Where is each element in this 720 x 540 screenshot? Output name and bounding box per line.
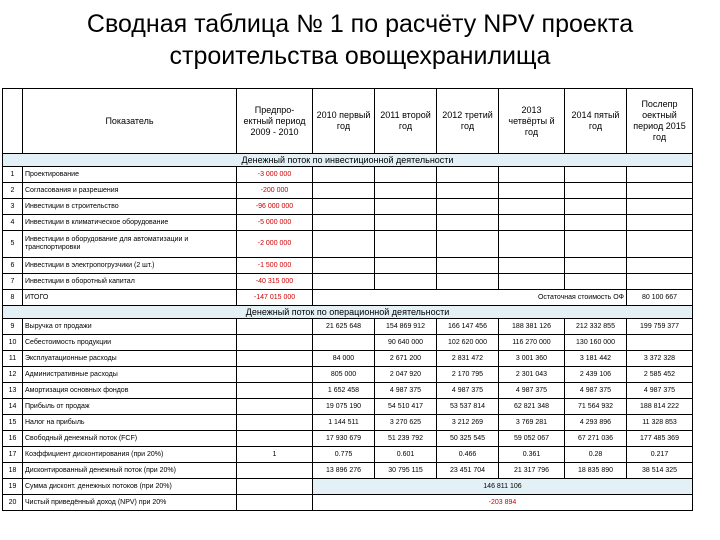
table-row: [3, 215, 693, 231]
value-cell: 21 625 648: [313, 319, 375, 335]
value-cell: [237, 351, 313, 367]
header-indicator: Показатель: [23, 89, 237, 154]
empty-cell: [437, 183, 499, 199]
table-row: [3, 415, 693, 431]
value-cell: 4 987 375: [437, 383, 499, 399]
row-label: Инвестиции в электропогрузчики (2 шт.): [23, 258, 237, 274]
empty-cell: [437, 199, 499, 215]
value-cell: 805 000: [313, 367, 375, 383]
value-cell: 212 332 855: [565, 319, 627, 335]
value-cell: [237, 335, 313, 351]
empty-cell: [627, 258, 693, 274]
row-label: Инвестиции в оборудование для автоматизации и транспортировки: [23, 231, 237, 258]
table-row: [3, 183, 693, 199]
value-cell: [237, 367, 313, 383]
table-row: [3, 431, 693, 447]
value-cell: 62 821 348: [499, 399, 565, 415]
empty-cell: [565, 231, 627, 258]
value-cell: -5 000 000: [237, 215, 313, 231]
value-cell: 102 620 000: [437, 335, 499, 351]
table-row: [3, 399, 693, 415]
row-label: Инвестиции в строительство: [23, 199, 237, 215]
header-period-2012: 2012 третий год: [437, 89, 499, 154]
value-cell: 0.775: [313, 447, 375, 463]
empty-cell: [565, 183, 627, 199]
empty-cell: [313, 183, 375, 199]
value-cell: -40 315 000: [237, 274, 313, 290]
value-cell: [237, 399, 313, 415]
value-cell: 2 170 795: [437, 367, 499, 383]
row-number: 14: [3, 399, 23, 415]
table-row: [3, 335, 693, 351]
value-cell: 3 212 269: [437, 415, 499, 431]
row-label: Инвестиции в оборотный капитал: [23, 274, 237, 290]
section-row-operating: [3, 306, 693, 319]
value-cell: 0.601: [375, 447, 437, 463]
empty-cell: [499, 199, 565, 215]
table-row: [3, 319, 693, 335]
row-label: Чистый приведённый доход (NPV) при 20%: [23, 495, 237, 511]
empty-cell: [627, 215, 693, 231]
value-cell: 4 293 896: [565, 415, 627, 431]
value-cell: 4 987 375: [499, 383, 565, 399]
header-period-2013: 2013 четвёрты й год: [499, 89, 565, 154]
empty-cell: [437, 231, 499, 258]
section-row-investment: [3, 154, 693, 167]
residual-label: Остаточная стоимость ОФ: [313, 290, 627, 306]
value-cell: 130 160 000: [565, 335, 627, 351]
value-cell: 3 372 328: [627, 351, 693, 367]
empty-cell: [565, 167, 627, 183]
empty-cell: [437, 258, 499, 274]
row-label: Эксплуатационные расходы: [23, 351, 237, 367]
row-label: Прибыль от продаж: [23, 399, 237, 415]
value-cell: 90 640 000: [375, 335, 437, 351]
row-number: 8: [3, 290, 23, 306]
value-cell: 0.466: [437, 447, 499, 463]
empty-cell: [237, 495, 313, 511]
empty-cell: [627, 274, 693, 290]
row-label: Сумма дисконт. денежных потоков (при 20%): [23, 479, 237, 495]
empty-cell: [499, 215, 565, 231]
value-cell: 0.361: [499, 447, 565, 463]
value-cell: 38 514 325: [627, 463, 693, 479]
empty-cell: [313, 199, 375, 215]
value-cell: -1 500 000: [237, 258, 313, 274]
table-row: [3, 383, 693, 399]
value-cell: [237, 431, 313, 447]
value-cell: [627, 335, 693, 351]
empty-cell: [313, 274, 375, 290]
value-cell: 3 769 281: [499, 415, 565, 431]
row-label: Выручка от продажи: [23, 319, 237, 335]
value-cell: 53 537 814: [437, 399, 499, 415]
value-cell: 59 052 067: [499, 431, 565, 447]
empty-cell: [627, 199, 693, 215]
npv-summary-table: [2, 88, 693, 511]
value-cell: 17 930 679: [313, 431, 375, 447]
row-number: 10: [3, 335, 23, 351]
row-number: 17: [3, 447, 23, 463]
total-row: [3, 290, 693, 306]
npv-row: [3, 495, 693, 511]
value-cell: 166 147 456: [437, 319, 499, 335]
value-cell: -147 015 000: [237, 290, 313, 306]
empty-cell: [499, 231, 565, 258]
empty-cell: [375, 199, 437, 215]
header-period-2010: 2010 первый год: [313, 89, 375, 154]
empty-cell: [627, 231, 693, 258]
value-cell: 21 317 796: [499, 463, 565, 479]
value-cell: 3 181 442: [565, 351, 627, 367]
empty-cell: [375, 231, 437, 258]
value-cell: [237, 383, 313, 399]
row-label: Дисконтированный денежный поток (при 20%): [23, 463, 237, 479]
value-cell: 1 652 458: [313, 383, 375, 399]
row-number: 15: [3, 415, 23, 431]
npv-value: -203 894: [313, 495, 693, 511]
value-cell: 0.217: [627, 447, 693, 463]
empty-cell: [437, 274, 499, 290]
value-cell: 54 510 417: [375, 399, 437, 415]
value-cell: 13 896 276: [313, 463, 375, 479]
value-cell: 188 814 222: [627, 399, 693, 415]
row-label: ИТОГО: [23, 290, 237, 306]
value-cell: -96 000 000: [237, 199, 313, 215]
row-number: 6: [3, 258, 23, 274]
value-cell: 71 564 932: [565, 399, 627, 415]
header-num-cell: [3, 89, 23, 154]
value-cell: 4 987 375: [565, 383, 627, 399]
sum-value: 146 811 106: [313, 479, 693, 495]
header-period-pre: Предпро- ектный период 2009 - 2010: [237, 89, 313, 154]
empty-cell: [627, 183, 693, 199]
value-cell: 2 585 452: [627, 367, 693, 383]
table-row: [3, 231, 693, 258]
value-cell: 19 075 190: [313, 399, 375, 415]
value-cell: 51 239 792: [375, 431, 437, 447]
row-number: 16: [3, 431, 23, 447]
value-cell: 2 671 200: [375, 351, 437, 367]
empty-cell: [313, 258, 375, 274]
row-label: Налог на прибыль: [23, 415, 237, 431]
empty-cell: [565, 258, 627, 274]
value-cell: 4 987 375: [627, 383, 693, 399]
empty-cell: [565, 215, 627, 231]
value-cell: 199 759 377: [627, 319, 693, 335]
table-row: [3, 199, 693, 215]
table-row: [3, 274, 693, 290]
empty-cell: [237, 479, 313, 495]
empty-cell: [499, 167, 565, 183]
value-cell: 2 047 920: [375, 367, 437, 383]
value-cell: 154 869 912: [375, 319, 437, 335]
row-number: 9: [3, 319, 23, 335]
value-cell: 30 795 115: [375, 463, 437, 479]
value-cell: 67 271 036: [565, 431, 627, 447]
empty-cell: [375, 183, 437, 199]
value-cell: [237, 319, 313, 335]
row-number: 19: [3, 479, 23, 495]
empty-cell: [313, 167, 375, 183]
row-label: Административные расходы: [23, 367, 237, 383]
value-cell: 3 001 360: [499, 351, 565, 367]
residual-value: 80 100 667: [627, 290, 693, 306]
value-cell: 0.28: [565, 447, 627, 463]
page-title: Сводная таблица № 1 по расчёту NPV проекта строительства овощехранилища: [86, 10, 634, 70]
row-number: 5: [3, 231, 23, 258]
value-cell: 3 270 625: [375, 415, 437, 431]
value-cell: 23 451 704: [437, 463, 499, 479]
value-cell: 1: [237, 447, 313, 463]
row-number: 1: [3, 167, 23, 183]
section-title-operating: Денежный поток по операционной деятельности: [3, 306, 693, 319]
value-cell: 84 000: [313, 351, 375, 367]
row-number: 3: [3, 199, 23, 215]
value-cell: 18 835 890: [565, 463, 627, 479]
value-cell: [313, 335, 375, 351]
table-row: [3, 167, 693, 183]
row-label: Свободный денежный поток (FCF): [23, 431, 237, 447]
value-cell: -200 000: [237, 183, 313, 199]
header-period-2014: 2014 пятый год: [565, 89, 627, 154]
value-cell: 2 439 106: [565, 367, 627, 383]
empty-cell: [313, 231, 375, 258]
header-period-2011: 2011 второй год: [375, 89, 437, 154]
value-cell: [237, 463, 313, 479]
value-cell: 2 301 043: [499, 367, 565, 383]
row-number: 2: [3, 183, 23, 199]
empty-cell: [565, 199, 627, 215]
empty-cell: [499, 274, 565, 290]
empty-cell: [375, 274, 437, 290]
value-cell: -2 000 000: [237, 231, 313, 258]
empty-cell: [499, 258, 565, 274]
header-period-2015: Послепр оектный период 2015 год: [627, 89, 693, 154]
row-label: Инвестиции в климатическое оборудование: [23, 215, 237, 231]
table-row: [3, 351, 693, 367]
empty-cell: [437, 215, 499, 231]
empty-cell: [627, 167, 693, 183]
empty-cell: [437, 167, 499, 183]
value-cell: 2 831 472: [437, 351, 499, 367]
value-cell: -3 000 000: [237, 167, 313, 183]
row-number: 13: [3, 383, 23, 399]
row-label: Амортизация основных фондов: [23, 383, 237, 399]
value-cell: 188 381 126: [499, 319, 565, 335]
empty-cell: [499, 183, 565, 199]
row-label: Себестоимость продукции: [23, 335, 237, 351]
empty-cell: [375, 215, 437, 231]
row-number: 20: [3, 495, 23, 511]
row-number: 4: [3, 215, 23, 231]
row-label: Согласования и разрешения: [23, 183, 237, 199]
row-number: 18: [3, 463, 23, 479]
value-cell: [237, 415, 313, 431]
header-row: [3, 89, 693, 154]
value-cell: 11 328 853: [627, 415, 693, 431]
value-cell: 50 325 545: [437, 431, 499, 447]
sum-row: [3, 479, 693, 495]
table-row: [3, 447, 693, 463]
section-title-investment: Денежный поток по инвестиционной деятельности: [3, 154, 693, 167]
empty-cell: [565, 274, 627, 290]
row-number: 12: [3, 367, 23, 383]
value-cell: 1 144 511: [313, 415, 375, 431]
row-number: 11: [3, 351, 23, 367]
row-number: 7: [3, 274, 23, 290]
empty-cell: [375, 167, 437, 183]
value-cell: 116 270 000: [499, 335, 565, 351]
row-label: Проектирование: [23, 167, 237, 183]
table-row: [3, 463, 693, 479]
empty-cell: [313, 215, 375, 231]
table-row: [3, 258, 693, 274]
row-label: Коэффициент дисконтирования (при 20%): [23, 447, 237, 463]
value-cell: 177 485 369: [627, 431, 693, 447]
value-cell: 4 987 375: [375, 383, 437, 399]
empty-cell: [375, 258, 437, 274]
table-row: [3, 367, 693, 383]
